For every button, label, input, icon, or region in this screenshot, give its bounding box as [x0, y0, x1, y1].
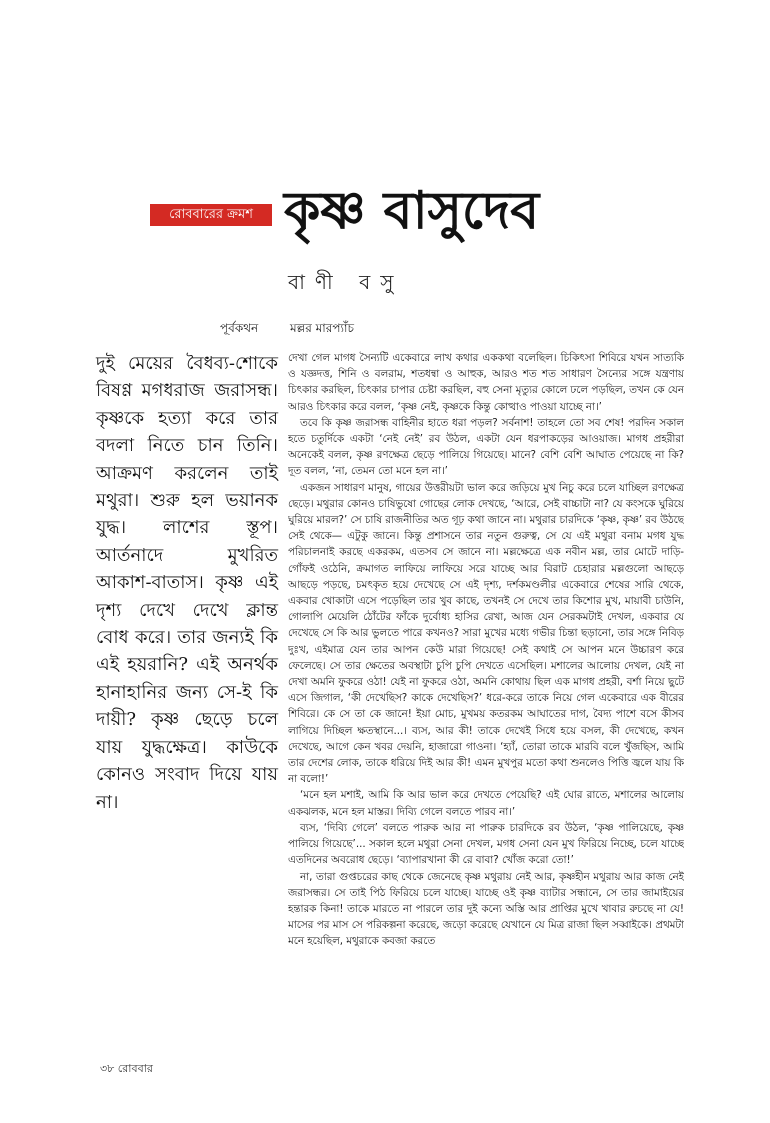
body-paragraph: তবে কি কৃষ্ণ জরাসন্ধ বাহিনীর হাতে ধরা পড়ল? সর্বনাশ! তাহলে তো সব শেষ! পরদিন সকাল হতে চতুর্দিকে একটা ‘নেই নেই’ রব উঠল, একটা যেন ধরপাকড়ের আওয়াজ। মাগধ প্রহরীরা অনেকেই বলল, কৃষ্ণ রণক্ষেত্র ছেড়ে পালিয়ে গিয়েছে। মানে? বেশি বেশি আঘাত পেয়েছে না কি? দূত বলল, ‘না, তেমন তো মনে হল না।’	[288, 416, 684, 478]
summary-text: দুই মেয়ের বৈধব্য-শোকে বিষণ্ণ মগধরাজ জরাসন্ধ। কৃষ্ণকে হত্যা করে তার বদলা নিতে চান তিনি। আক্রমণ করলেন তাই মথুরা। শুরু হল ভয়ানক যুদ্ধ। লাশের স্তূপ। আর্তনাদে মুখরিত আকাশ-বাতাস। কৃষ্ণ এই দৃশ্য দেখে দেখে ক্লান্ত বোধ করে। তার জন্যই কি এই হয়রানি? এই অনর্থক হানাহানির জন্য সে-ই কি দায়ী? কৃষ্ণ ছেড়ে চলে যায় যুদ্ধক্ষেত্র। কাউকে কোনও সংবাদ দিয়ে যায় না।	[96, 353, 278, 813]
article-title: কৃষ্ণ বাসুদেব	[284, 180, 540, 241]
body-paragraph: না, তারা গুপ্তচরের কাছ থেকে জেনেছে কৃষ্ণ মথুরায় নেই আর, কৃষ্ণহীন মথুরায় আর কাজ নেই জরাসন্ধর। সে তাই পিঠ ফিরিয়ে চলে যাচ্ছে। যাচ্ছে ওই কৃষ্ণ ব্যাটার সন্ধানে, সে তার জামাইয়ের হন্তারক কিনা! তাকে মারতে না পারলে তার দুই কন্যে অস্তি আর প্রাপ্তির মুখে খাবার রুচছে না যে! মাসের পর মাস সে পরিকল্পনা করেছে, জড়ো করেছে যেখানে যে মিত্র রাজা ছিল সব্বাইকে। প্রথমটা মনে হয়েছিল, মথুরাকে কবজা করতে	[288, 870, 684, 948]
series-tag: রোববারের ক্রমশ	[150, 204, 272, 226]
summary-column	[96, 350, 278, 816]
illustrator-credit: মল্লর মারপ্যাঁচ	[290, 321, 354, 335]
body-column	[288, 350, 684, 1052]
page-footer: ৩৮ রোববার	[100, 1062, 153, 1075]
prologue-label: পূর্বকথন	[220, 321, 259, 335]
body-paragraph: একজন সাধারণ মানুষ, গায়ের উত্তরীয়টা ভাল করে জড়িয়ে মুখ নিচু করে চলে যাচ্ছিল রণক্ষেত্র ছেড়ে। মথুরার কোনও চাষিভুষো গোছের লোক দেখছে, ‘আরে, সেই বাচ্চাটা না? যে কংসকে ঘুরিয়ে ঘুরিয়ে মারল?’ সে চাষি রাজনীতির অত গূঢ় কথা জানে না। মথুরার চারদিকে ‘কৃষ্ণ, কৃষ্ণ’ রব উঠছে সেই থেকে— এটুকু জানে। কিন্তু প্রশাসনে তার নতুন গুরুত্ব, সে যে এই মথুরা বনাম মগধ যুদ্ধ পরিচালনাই করছে একরকম, এতসব সে জানে না। মল্লক্ষেত্রে এক নবীন মল্ল, তার মোটে দাড়ি-গোঁফই ওঠেনি, ক্রমাগত লাফিয়ে লাফিয়ে সরে যাচ্ছে আর বিরাট চেহারার মল্লগুলো আছড়ে আছড়ে পড়ছে, চমৎকৃত হয়ে দেখেছে সে এই দৃশ্য, দর্শকমণ্ডলীর একেবারে শেষের সারি থেকে, একবার খোকাটা এসে পড়েছিল তার খুব কাছে, তখনই সে দেখে তার কিশোর মুখ, মায়াবী চাউনি, গোলাপি মেয়েলি ঠোঁটের ফাঁকে দুর্বোধ্য হাসির রেখা, আজ যেন সেরকমটাই দেখল, একবার যে দেখেছে সে কি আর ভুলতে পারে কখনও? সারা মুখের মধ্যে গভীর চিন্তা ছড়ানো, তার সঙ্গে নিবিড় দুঃখ, এইমাত্র যেন তার আপন কেউ মারা গিয়েছে! সেই কথাই সে আপন মনে উচ্চারণ করে ফেলেছে। সে তার ক্ষেতের অবস্থাটা চুপি চুপি দেখতে এসেছিল। মশালের আলোয় দেখল, যেই না দেখা অমনি ফুকরে ওঠা! যেই না ফুকরে ওঠা, অমনি কোথায় ছিল এক মাগধ প্রহরী, বর্শা নিয়ে ছুটে এসে জিগাল, ‘কী দেখেছিস? কাকে দেখেছিস?’ ধরে-করে তাকে নিয়ে গেল একেবারে এক বীরের শিবিরে। কে সে তা কে জানে! ইয়া মোচ, মুখময় কতরকম আঘাতের দাগ, বৈদ্য পাশে বসে কীসব লাগিয়ে দিচ্ছিল ক্ষতস্থানে...। ব্যস, আর কী! তাকে দেখেই সিধে হয়ে বসল, কী দেখেছে, কখন দেখেছে, আগে কেন খবর দেয়নি, হাজারো গাওনা। ‘হ্যাঁ, তোরা তাকে মারবি বলে খুঁজছিস, আমি তার দেশের লোক, তাকে ধরিয়ে দিই আর কী! এমন মুখপুর মতো কথা শুনলেও পিত্তি জ্বলে যায় কি না বলো!’	[288, 481, 684, 786]
body-paragraph: ‘মনে হল মশাই, আমি কি আর ভাল করে দেখতে পেয়েছি? এই ঘোর রাতে, মশালের আলোয় একঝলক, মনে হল মাস্তর। দিব্যি গেলে বলতে পারব না।’	[288, 789, 684, 818]
body-paragraph: দেখা গেল মাগধ সৈন্যটি একেবারে লাখ কথার এককথা বলেছিল। চিকিৎসা শিবিরে যখন সাত্যকি ও যজ্ঞদত্ত, শিনি ও বলরাম, শতধন্বা ও আহুক, আরও শত শত সাধারণ সৈন্যের সঙ্গে যন্ত্রণায় চিৎকার করছিল, চিৎকার চাপার চেষ্টা করছিল, বহু সেনা মৃত্যুর কোলে ঢলে পড়ছিল, তখন কে যেন আরও চিৎকার করে বলল, ‘কৃষ্ণ নেই, কৃষ্ণকে কিন্তু কোত্থাও পাওয়া যাচ্ছে না।’	[288, 352, 684, 413]
body-paragraph: ব্যস, ‘দিব্যি গেলে’ বলতে পারুক আর না পারুক চারদিকে রব উঠল, ‘কৃষ্ণ পালিয়েছে, কৃষ্ণ পালিয়ে গিয়েছে’... সকাল হলে মথুরা সেনা দেখল, মগধ সেনা যেন মুখ ফিরিয়ে নিচ্ছে, চলে যাচ্ছে এতদিনের অবরোধ ছেড়ে। ‘ব্যাপারখানা কী রে বাবা? খোঁজ করো তো!’	[288, 821, 684, 867]
author-name: বাণী বসু	[288, 270, 404, 294]
